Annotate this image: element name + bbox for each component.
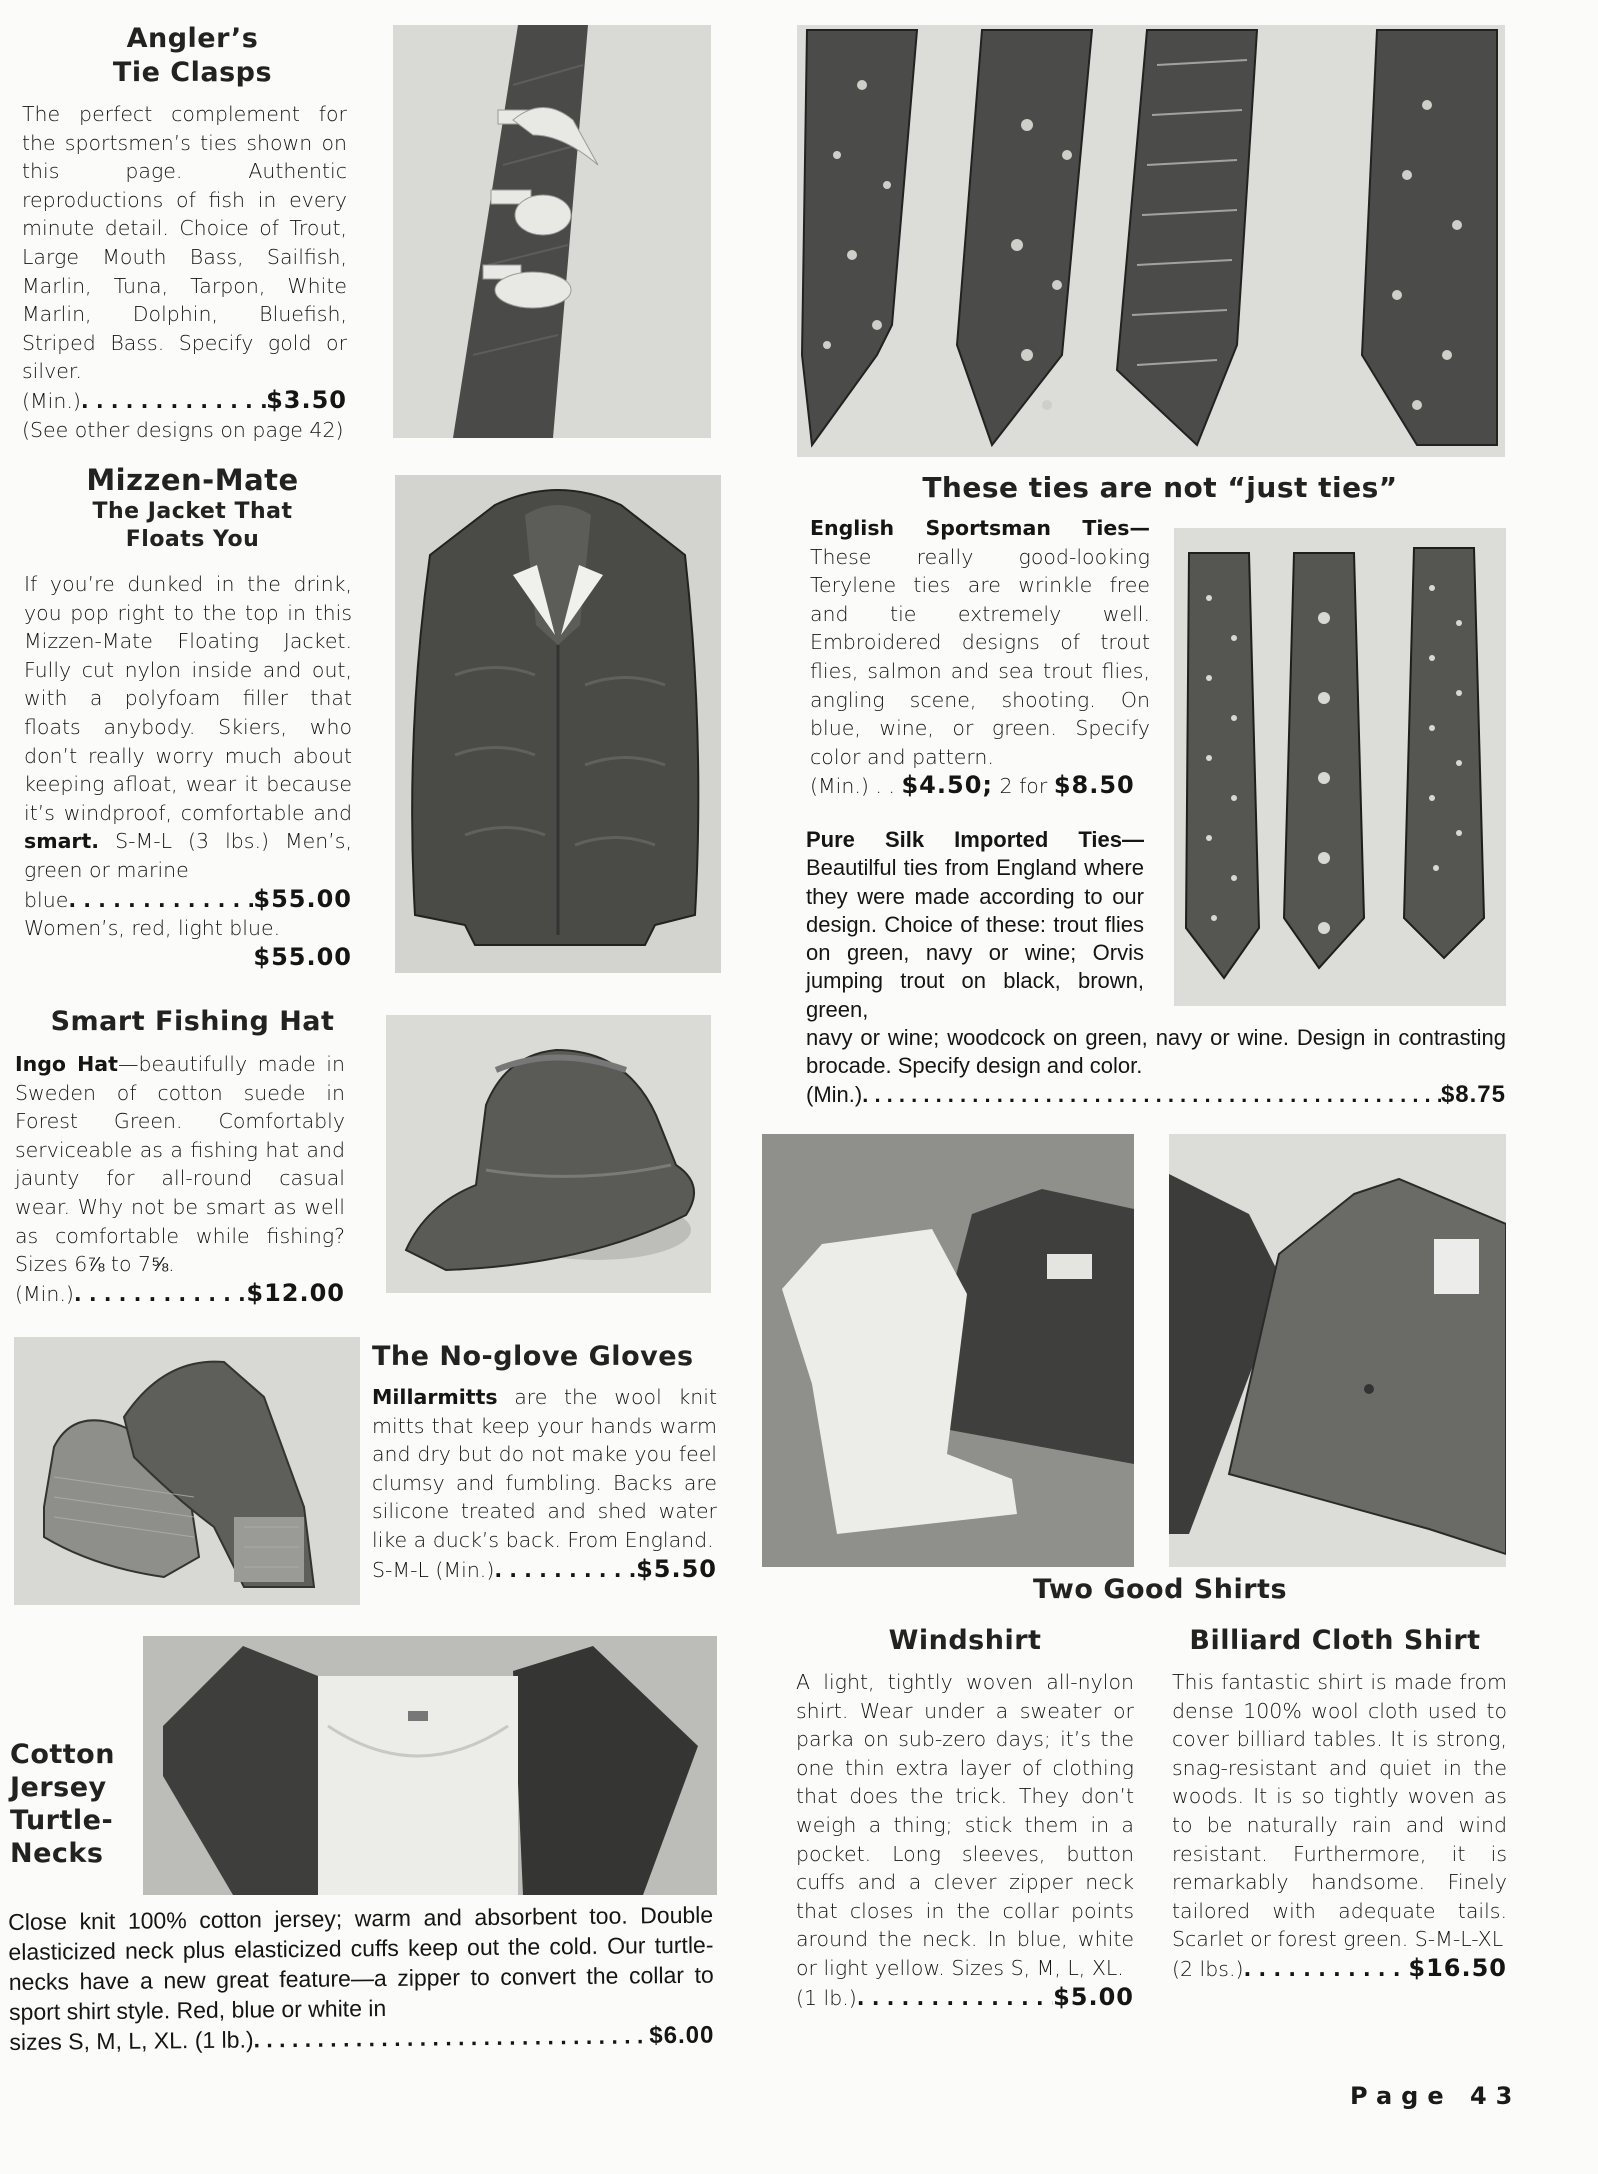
turtlenecks-title-line: Turtle- (10, 1805, 114, 1836)
turtlenecks-photo (143, 1636, 717, 1895)
english-ties-price: $4.50; (901, 771, 993, 800)
gloves-description (372, 1383, 717, 1584)
fishing-hat-photo (386, 1015, 711, 1293)
shirts-heading: Two Good Shirts (1032, 1574, 1288, 1605)
windshirt-price-line (796, 1983, 1134, 2013)
price-label: (1 lb.) (796, 1985, 857, 2010)
silk-ties-price-line (806, 1081, 1506, 1109)
silk-ties-description-wide (806, 1024, 1506, 1109)
mizzen-mate-bold-text: smart. (24, 829, 100, 854)
tie-clasps-title-line2: Tie Clasps (112, 57, 273, 88)
dot-leader (494, 1556, 636, 1585)
mizzen-mate-title: Mizzen-Mate (86, 463, 299, 497)
dot-leader (253, 2020, 649, 2054)
fishing-hat-lead: Ingo Hat (15, 1052, 118, 1076)
tie-clasps-body: The perfect complement for the sportsmen’s ties shown on this page. Authentic reproductions of fish in every minute detail. Choice of Trout, Large Mouth Bass, Sailfish, Marlin, Tuna, Tarpon, White Marlin, Dolphin, Bluefish, Striped Bass. Specify gold or silver. (22, 102, 347, 384)
price-label: (Min.) . . (810, 774, 895, 799)
tie-clasps-description (22, 100, 347, 444)
dot-leader (81, 387, 266, 416)
windshirt-photo (762, 1134, 1134, 1567)
turtlenecks-title-line: Necks (10, 1838, 104, 1869)
english-ties-lead: English Sportsman Ties— (810, 516, 1150, 540)
fishing-hat-body (15, 1050, 345, 1279)
dot-leader (74, 1280, 246, 1309)
tie-clasps-note: (See other designs on page 42) (22, 417, 344, 442)
mizzen-mate-body (24, 570, 352, 885)
windshirt-body: A light, tightly woven all-nylon shirt. Wear under a sweater or parka on sub-zero days; it’s the one thin extra layer of clothing that does the trick. They don’t weigh a thing; stick them in a pocket. Long sleeves, button cuffs and a clever zipper neck that closes in the collar points around the neck. In blue, white or light yellow. Sizes S, M, L, XL. (796, 1670, 1134, 1980)
dot-leader (862, 1081, 1441, 1109)
mizzen-mate-description (24, 570, 352, 972)
billiard-shirt-title: Billiard Cloth Shirt (1189, 1625, 1481, 1656)
gloves-photo (14, 1337, 360, 1605)
turtlenecks-price-line (9, 2020, 714, 2058)
english-ties-pair-price: $8.50 (1053, 771, 1135, 800)
billiard-shirt-photo (1169, 1134, 1506, 1567)
price-label: blue (24, 887, 69, 912)
fishing-hat-title: Smart Fishing Hat (50, 1006, 335, 1037)
silk-ties-lead: Pure Silk Imported Ties— (806, 827, 1144, 852)
tie-clasps-price-line (22, 386, 347, 416)
silk-ties-price: $8.75 (1440, 1080, 1506, 1108)
english-ties-body (810, 514, 1150, 771)
mizzen-mate-body-text: If you’re dunked in the drink, you pop right to the top in this Mizzen-Mate Floating Jacket. Fully cut nylon inside and out, with a polyfoam filler that floats anybody. Skiers, who don’t really worry much about keeping afloat, wear it because it’s windproof, comfortable and (24, 572, 352, 825)
gloves-body (372, 1383, 717, 1555)
turtlenecks-title-line: Cotton (10, 1739, 115, 1770)
turtlenecks-description (8, 1900, 715, 2058)
billiard-shirt-body: This fantastic shirt is made from dense 100% wool cloth used to cover billiard tables. It is strong, snag-resistant and quiet in the woods. It is so tightly woven as to be naturally rain and wind resistant. Furthermore, it is remarkably handsome. Finely tailored with adequate tails. Scarlet or forest green. S-M-L-XL (1172, 1670, 1507, 1952)
mizzen-mate-womens-price: $55.00 (253, 942, 352, 971)
fishing-hat-price: $12.00 (246, 1278, 345, 1307)
mizzen-mate-subtitle-line2: Floats You (125, 527, 260, 552)
price-label: (Min.) (22, 388, 81, 413)
ties-heading: These ties are not “just ties” (922, 471, 1398, 504)
silk-ties-description (806, 826, 1144, 1024)
silk-ties-body (806, 826, 1144, 1024)
sportsman-ties-photo (797, 25, 1505, 457)
mizzen-mate-mens-price: $55.00 (253, 884, 352, 913)
windshirt-description (796, 1668, 1134, 2012)
gloves-title: The No-glove Gloves (372, 1341, 694, 1372)
tie-clasps-title (20, 22, 365, 90)
tie-clasps-photo (393, 25, 711, 438)
turtlenecks-title-line: Jersey (10, 1772, 107, 1803)
english-ties-body-text: These really good-looking Terylene ties are wrinkle free and tie extremely well. Embroidered designs of trout flies, salmon and sea trout flies, angling scene, shooting. On blue, wine, or green. Specify color and pattern. (810, 544, 1150, 769)
silk-ties-body-text: Beautilful ties from England where they were made according to our design. Choice of these: trout flies on green, navy or wine; Orvis jumping trout on black, brown, green, (806, 855, 1144, 1022)
dot-leader (857, 1984, 1053, 2013)
mizzen-mate-mens-price-line (24, 885, 352, 915)
mizzen-mate-womens-price-line (24, 943, 352, 973)
billiard-shirt-price-line (1172, 1954, 1507, 1984)
turtlenecks-body: Close knit 100% cotton jersey; warm and absorbent too. Double elasticized neck plus elasticized cuffs keep out the cold. Our turtle-necks have a new great feature—a zipper to convert the collar to sport shirt style. Red, blue or white in (8, 1901, 714, 2025)
fishing-hat-body-text: —beautifully made in Sweden of cotton suede in Forest Green. Comfortably serviceable as a fishing hat and jaunty for all-round casual wear. Why not be smart as well as comfortable while fishing? Sizes 6⅞ to 7⅝. (15, 1052, 345, 1277)
mizzen-mate-jacket-photo (395, 475, 721, 973)
windshirt-price: $5.00 (1053, 1982, 1134, 2011)
mizzen-mate-heading (20, 462, 365, 554)
page-number: Page 43 (1350, 2082, 1522, 2110)
fishing-hat-price-line (15, 1279, 345, 1309)
mizzen-mate-womens-label: Women’s, red, light blue. (24, 916, 281, 941)
gloves-lead: Millarmitts (372, 1385, 498, 1409)
english-ties-price-line (810, 771, 1150, 801)
billiard-shirt-price: $16.50 (1408, 1953, 1507, 1982)
gloves-price: $5.50 (636, 1554, 717, 1583)
silk-ties-photo (1174, 528, 1506, 1006)
turtlenecks-price: $6.00 (649, 2021, 715, 2050)
gloves-price-line (372, 1555, 717, 1585)
price-label: sizes S, M, L, XL. (1 lb.) (9, 2026, 254, 2055)
gloves-body-text: are the wool knit mitts that keep your hands warm and dry but do not make you feel clumsy and fumbling. Backs are silicone treated and shed water like a duck’s back. From England. (372, 1385, 717, 1552)
price-label: (Min.) (15, 1281, 74, 1306)
dot-leader (68, 886, 253, 915)
windshirt-title: Windshirt (888, 1625, 1042, 1656)
price-label: (2 lbs.) (1172, 1956, 1244, 1981)
price-label: S-M-L (Min.) (372, 1557, 495, 1582)
turtlenecks-title (10, 1738, 130, 1870)
silk-ties-body-wide: navy or wine; woodcock on green, navy or wine. Design in contrasting brocade. Specify design and color. (806, 1025, 1506, 1079)
mizzen-mate-subtitle-line1: The Jacket That (92, 499, 293, 524)
tie-clasps-price: $3.50 (266, 385, 347, 414)
price-label: (Min.) (806, 1081, 863, 1107)
english-ties-description (810, 514, 1150, 801)
pair-label: 2 for (999, 774, 1048, 799)
billiard-shirt-description (1172, 1668, 1507, 1984)
mizzen-mate-body-tail: S-M-L (3 lbs.) Men’s, green or marine (24, 829, 352, 882)
dot-leader (1243, 1955, 1408, 1984)
tie-clasps-title-line1: Angler’s (126, 23, 259, 54)
fishing-hat-description (15, 1050, 345, 1308)
